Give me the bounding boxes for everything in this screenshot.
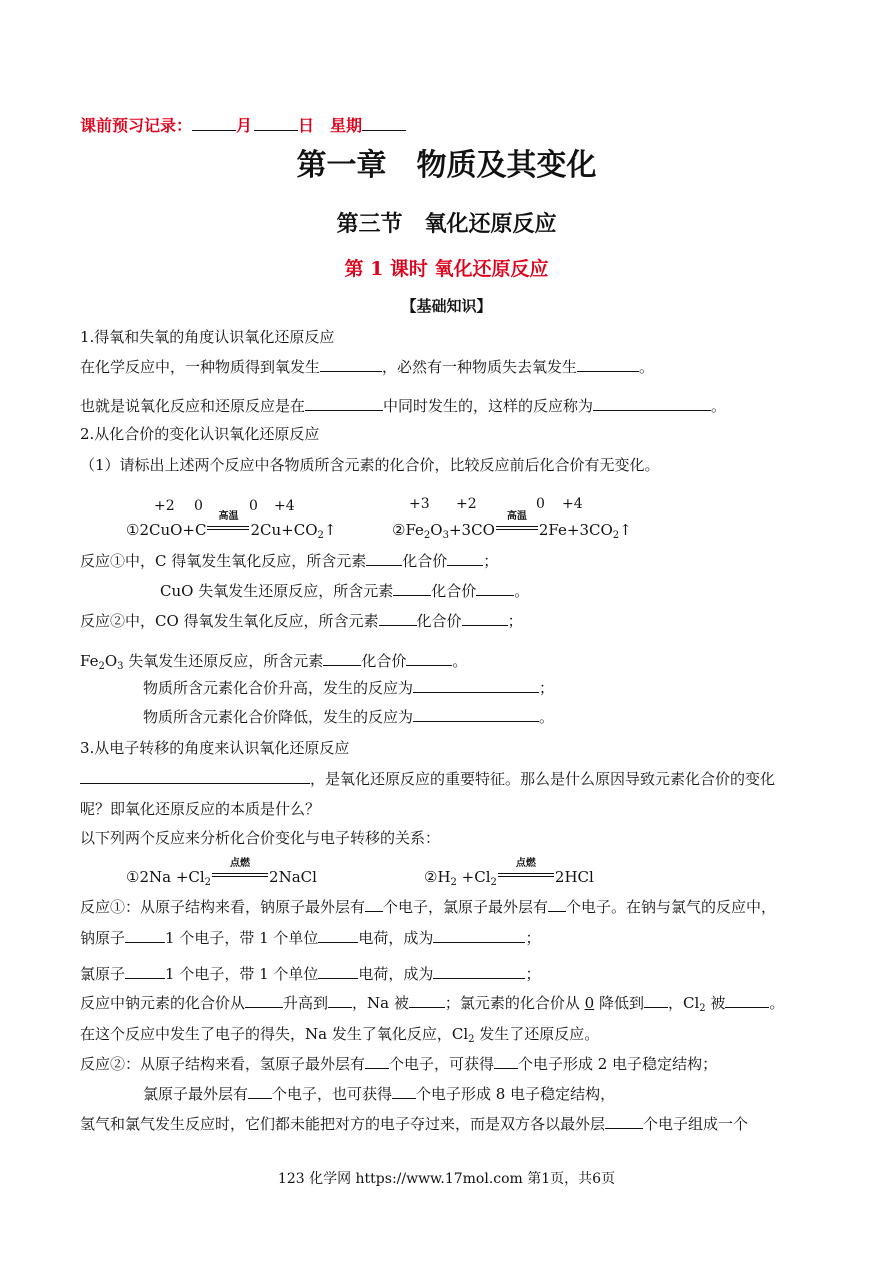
valence-increase-line: 物质所含元素化合价升高，发生的反应为 ； [143, 679, 555, 697]
section-title: 第三节 氧化还原反应 [336, 211, 557, 237]
eq2-valence-co: +2 [456, 496, 477, 512]
blank-r4-element[interactable] [323, 651, 361, 666]
eq2-valence-fe: 0 [536, 496, 545, 512]
sodium-atom-line: 钠原子 1 个电子，带 1 个单位 电荷，成为 ； [80, 929, 541, 947]
hydrogen-chlorine-line1: 反应②：从原子结构来看，氢原子最外层有 个电子，可获得 个电子形成 2 电子稳定结构； [80, 1055, 718, 1073]
blank-increase-reaction[interactable] [413, 678, 539, 693]
valence-change-line: 反应中钠元素的化合价从 升高到 ，Na 被 ；氯元素的化合价从 0 降低到 ，$Cl_2$ 被 。 [80, 994, 785, 1014]
eq2-condition-arrow: 高温 [496, 521, 538, 535]
blank-cl-gain[interactable] [392, 1084, 416, 1099]
day-label: 日 [298, 116, 315, 135]
eq1-condition-arrow: 高温 [207, 521, 249, 535]
part3-line1: ，是氧化还原反应的重要特征。那么是什么原因导致元素化合价的变化 [80, 769, 775, 789]
blank-na-process[interactable] [409, 993, 445, 1008]
part3-line2: 呢？即氧化还原反应的本质是什么？ [80, 800, 321, 818]
blank-cl-outer-2[interactable] [248, 1084, 272, 1099]
blank-r3-valence[interactable] [462, 611, 508, 626]
blank-decrease-reaction[interactable] [413, 707, 539, 722]
eq1-valence-c: 0 [194, 498, 203, 514]
blank-shared-electrons[interactable] [605, 1114, 643, 1129]
chlorine-outer-line: 氯原子最外层有 个电子，也可获得 个电子形成 8 电子稳定结构， [143, 1085, 616, 1103]
blank-same-reaction[interactable] [305, 396, 383, 411]
part2-heading: 2.从化合价的变化认识氧化还原反应 [80, 425, 320, 443]
eq1-valence-co2: +4 [274, 498, 295, 514]
part3-line3: 以下列两个反应来分析化合价变化与电子转移的关系： [80, 829, 441, 847]
page-footer: 123 化学网 https://www.17mol.com 第1页，共6页 [277, 1171, 616, 1187]
lesson-title: 第 1 课时 氧化还原反应 [344, 258, 549, 280]
electron-gain-loss-line: 在这个反应中发生了电子的得失，Na 发生了氧化反应，$Cl_2$ 发生了还原反应。 [80, 1025, 600, 1045]
part1-line2: 也就是说氧化反应和还原反应是在 中同时发生的，这样的反应称为 。 [80, 397, 727, 415]
valence-decrease-line: 物质所含元素化合价降低，发生的反应为 。 [143, 708, 555, 726]
equation-4: $②H_2 +Cl_2$ 点燃 2HCl [424, 858, 594, 888]
eq3-condition-arrow: 点燃 [212, 868, 268, 882]
part1-line1: 在化学反应中，一种物质得到氧发生 ，必然有一种物质失去氧发生 。 [80, 358, 655, 376]
blank-h-gain[interactable] [494, 1054, 518, 1069]
blank-r4-valence[interactable] [406, 651, 452, 666]
equation-3: ①2Na $+Cl_2$ 点燃 2NaCl [126, 858, 317, 888]
blank-cl-charge[interactable] [318, 964, 358, 979]
blank-na-to[interactable] [328, 993, 352, 1008]
blank-h-outer[interactable] [365, 1054, 389, 1069]
blank-cl-ion[interactable] [433, 964, 525, 979]
day-blank[interactable] [254, 116, 298, 131]
month-blank[interactable] [192, 116, 236, 131]
basics-heading: 【基础知识】 [401, 297, 492, 315]
equation-1: ①2CuO+C 高温 $2Cu+CO_2↑$ [126, 511, 337, 541]
blank-cl-to[interactable] [644, 993, 668, 1008]
blank-na-charge[interactable] [318, 928, 358, 943]
blank-na-from[interactable] [245, 993, 283, 1008]
blank-na-outer[interactable] [365, 897, 383, 912]
month-label: 月 [236, 116, 253, 135]
weekday-label: 星期 [330, 116, 363, 135]
blank-redox-name[interactable] [593, 396, 711, 411]
blank-r2-valence[interactable] [476, 581, 514, 596]
blank-cl-outer[interactable] [548, 897, 566, 912]
eq1-valence-cu: 0 [249, 498, 258, 514]
reaction2-fe2o3-line: $Fe_2O_3$ 失氧发生还原反应，所含元素 化合价 。 [80, 652, 468, 672]
blank-cl-electron[interactable] [125, 964, 165, 979]
part1-heading: 1.得氧和失氧的角度认识氧化还原反应 [80, 328, 335, 346]
blank-r1-valence[interactable] [447, 551, 483, 566]
reaction2-co-line: 反应②中，CO 得氧发生氧化反应，所含元素 化合价 ； [80, 612, 523, 630]
eq2-valence-fe2o3: +3 [409, 496, 430, 512]
preview-record-line [80, 116, 406, 136]
weekday-blank[interactable] [362, 116, 406, 131]
sodium-chlorine-line1: 反应①：从原子结构来看，钠原子最外层有 个电子，氯原子最外层有 个电子。在钠与氯气的反应中， [80, 898, 777, 916]
reaction1-c-line: 反应①中，C 得氧发生氧化反应，所含元素 化合价 ； [80, 552, 499, 570]
record-label: 课前预习记录： [80, 116, 193, 135]
blank-main-feature[interactable] [80, 769, 310, 784]
eq2-valence-co2: +4 [562, 496, 583, 512]
blank-reduction-1[interactable] [577, 357, 639, 372]
blank-r1-element[interactable] [366, 551, 402, 566]
chapter-title: 第一章 物质及其变化 [296, 148, 597, 183]
blank-r2-element[interactable] [393, 581, 431, 596]
blank-na-ion[interactable] [433, 928, 525, 943]
blank-r3-element[interactable] [379, 611, 417, 626]
blank-cl-process[interactable] [725, 993, 769, 1008]
part3-heading: 3.从电子转移的角度来认识氧化还原反应 [80, 739, 350, 757]
chlorine-atom-line: 氯原子 1 个电子，带 1 个单位 电荷，成为 ； [80, 965, 541, 983]
eq1-valence-cuo: +2 [154, 498, 175, 514]
equation-2: $②Fe_2O_3+3CO$ 高温 $2Fe+3CO_2↑$ [392, 511, 632, 541]
blank-na-electron[interactable] [125, 928, 165, 943]
part2-instruction: （1）请标出上述两个反应中各物质所含元素的化合价，比较反应前后化合价有无变化。 [80, 456, 660, 474]
shared-pair-line: 氢气和氯气发生反应时，它们都未能把对方的电子夺过来，而是双方各以最外层 个电子组成一个 [80, 1115, 749, 1133]
blank-oxidation-1[interactable] [320, 357, 382, 372]
reaction1-cuo-line: CuO 失氧发生还原反应，所含元素 化合价 。 [160, 582, 530, 600]
eq4-condition-arrow: 点燃 [498, 868, 554, 882]
